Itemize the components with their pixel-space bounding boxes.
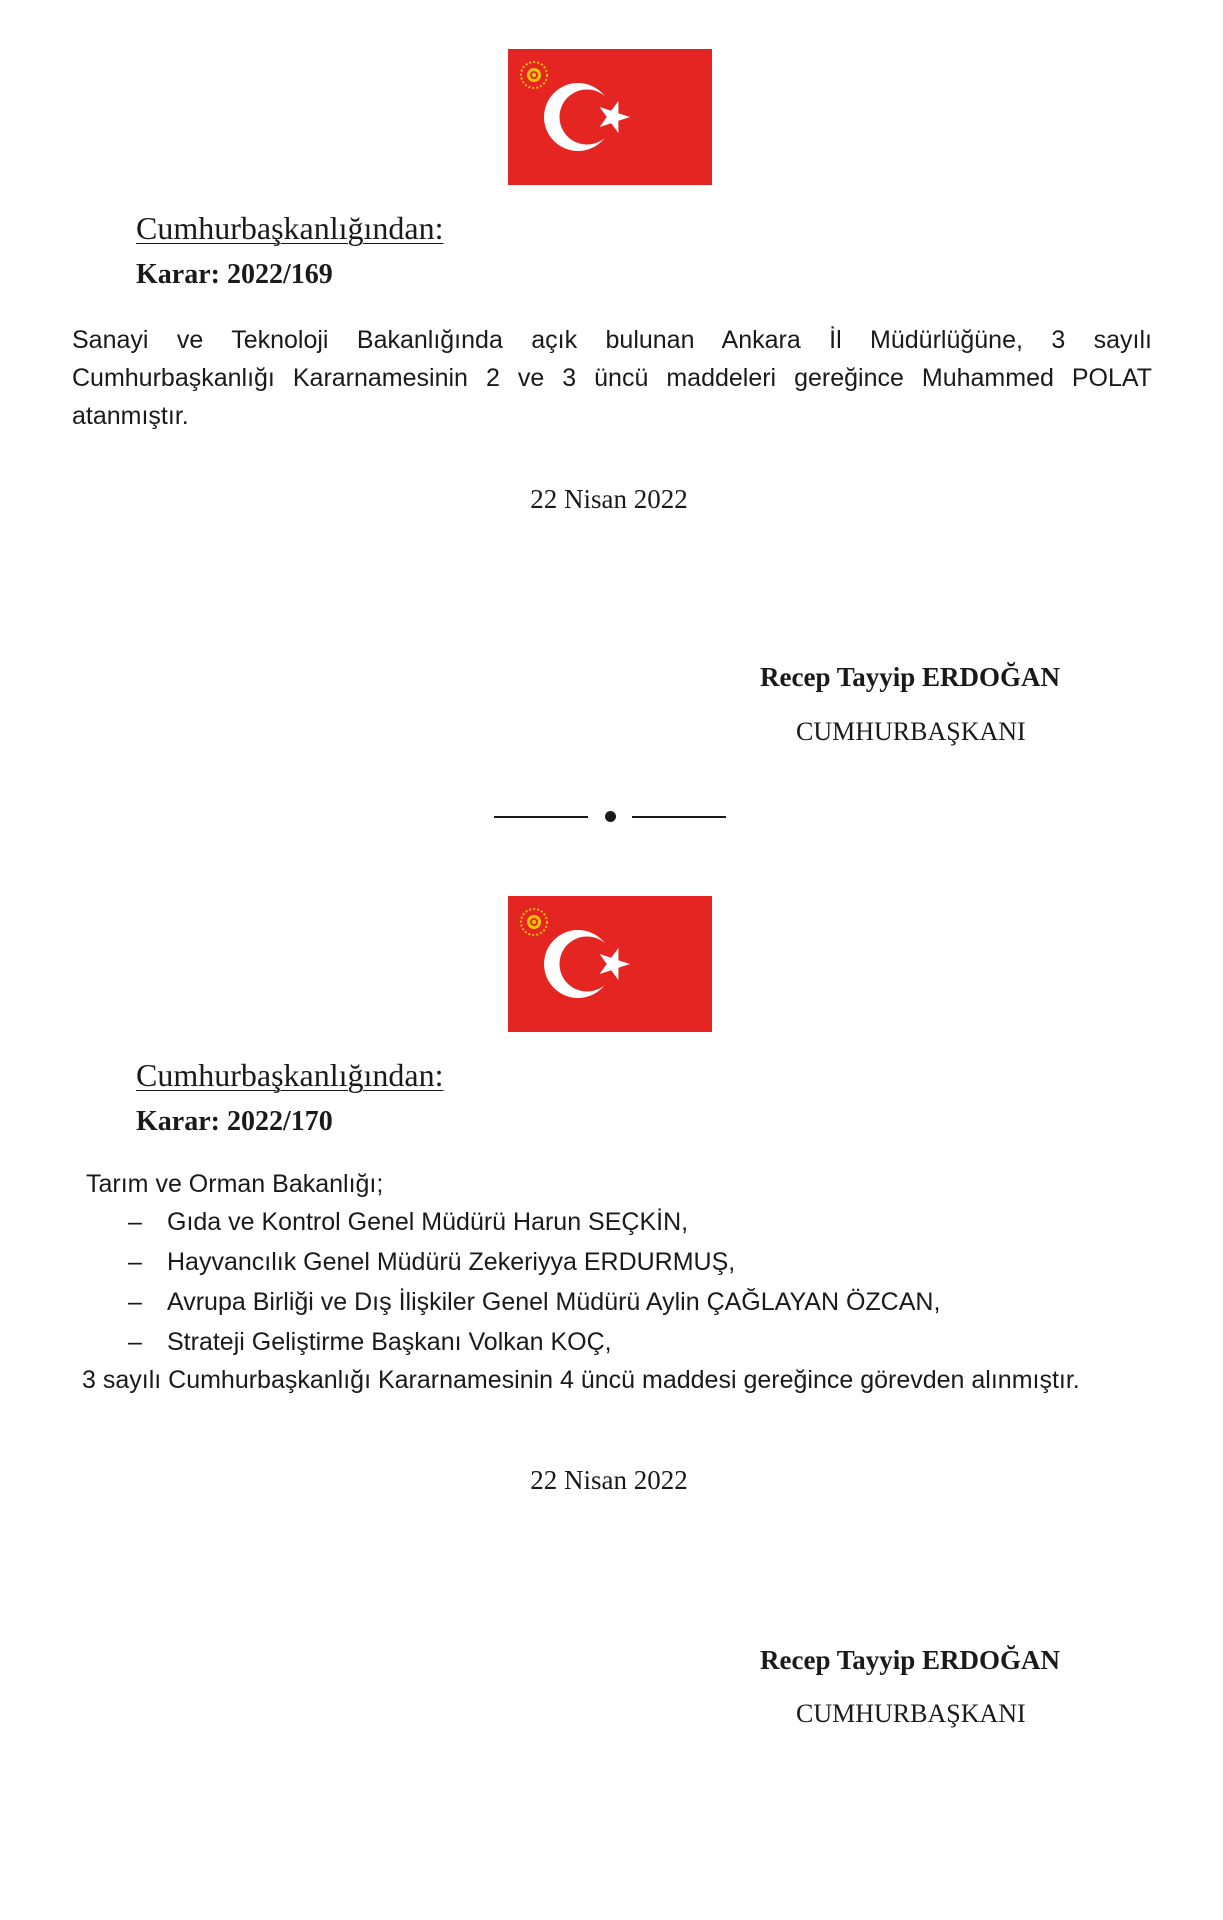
date-text: 22 Nisan 2022 xyxy=(530,484,688,514)
section-heading: Cumhurbaşkanlığından: xyxy=(136,1057,444,1093)
list-item: Strateji Geliştirme Başkanı Volkan KOÇ, xyxy=(167,1328,612,1356)
closing-sentence: 3 sayılı Cumhurbaşkanlığı Kararnamesinin 4 üncü maddesi gereğince görevden alınmıştır. xyxy=(82,1366,1080,1394)
separator-line-left xyxy=(494,816,588,818)
signatory-name: Recep Tayyip ERDOĞAN xyxy=(760,1645,1061,1675)
list-item: Gıda ve Kontrol Genel Müdürü Harun SEÇKİN, xyxy=(167,1208,689,1236)
decision-number: Karar: 2022/170 xyxy=(136,1106,333,1137)
list-dash: – xyxy=(128,1288,142,1316)
decision-date xyxy=(0,482,1221,516)
signatory-title: CUMHURBAŞKANI xyxy=(796,1699,1026,1728)
separator-line-right xyxy=(632,816,726,818)
list-dash: – xyxy=(128,1328,142,1356)
signatory-title: CUMHURBAŞKANI xyxy=(796,717,1026,746)
body-line-2: Cumhurbaşkanlığı Kararnamesinin 2 ve 3 üncü maddeleri gereğince Muhammed POLAT xyxy=(72,364,1152,392)
body-line-1: Sanayi ve Teknoloji Bakanlığında açık bulunan Ankara İl Müdürlüğüne, 3 sayılı xyxy=(72,326,1152,354)
flag-emblem-svg xyxy=(508,896,712,1032)
body-line-3: atanmıştır. xyxy=(72,402,189,430)
flag-emblem-svg xyxy=(508,49,712,185)
signatory-name: Recep Tayyip ERDOĞAN xyxy=(760,662,1061,692)
list-dash: – xyxy=(128,1208,142,1236)
list-dash: – xyxy=(128,1248,142,1276)
ministry-intro: Tarım ve Orman Bakanlığı; xyxy=(86,1170,384,1198)
list-item: Avrupa Birliği ve Dış İlişkiler Genel Müdürü Aylin ÇAĞLAYAN ÖZCAN, xyxy=(167,1288,941,1316)
section-heading: Cumhurbaşkanlığından: xyxy=(136,210,444,246)
decision-number: Karar: 2022/169 xyxy=(136,259,333,290)
turkish-flag-icon xyxy=(508,896,712,1032)
separator-dot-icon xyxy=(605,811,616,822)
list-item: Hayvancılık Genel Müdürü Zekeriyya ERDURMUŞ, xyxy=(167,1248,736,1276)
turkish-flag-icon xyxy=(508,49,712,185)
decision-date xyxy=(0,1463,1221,1497)
date-text: 22 Nisan 2022 xyxy=(530,1465,688,1495)
